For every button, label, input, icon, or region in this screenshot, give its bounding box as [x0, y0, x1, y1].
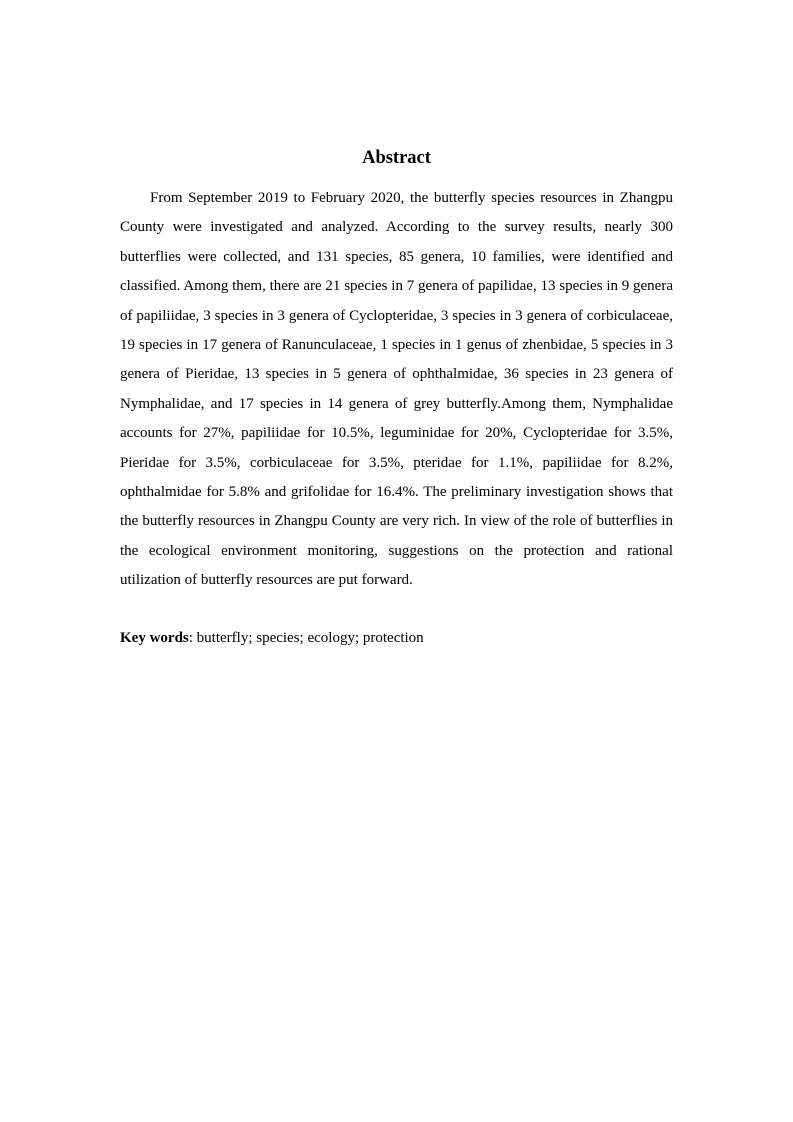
keywords-text: : butterfly; species; ecology; protection	[188, 630, 424, 646]
keywords-label: Key words	[120, 630, 189, 646]
keywords-line	[120, 624, 673, 653]
abstract-title: Abstract	[362, 148, 431, 168]
abstract-body: From September 2019 to February 2020, the butterfly species resources in Zhangpu County were investigated and analyzed. According to the survey results, nearly 300 butterflies were collected, and 131 species, 85 genera, 10 families, were identified and classified. Among them, there are 21 species in 7 genera of papilidae, 13 species in 9 genera of papiliidae, 3 species in 3 genera of Cyclopteridae, 3 species in 3 genera of corbiculaceae, 19 species in 17 genera of Ranunculaceae, 1 species in 1 genus of zhenbidae, 5 species in 3 genera of Pieridae, 13 species in 5 genera of ophthalmidae, 36 species in 23 genera of Nymphalidae, and 17 species in 14 genera of grey butterfly.Among them, Nymphalidae accounts for 27%, papiliidae for 10.5%, leguminidae for 20%, Cyclopteridae for 3.5%, Pieridae for 3.5%, corbiculaceae for 3.5%, pteridae for 1.1%, papiliidae for 8.2%, ophthalmidae for 5.8% and grifolidae for 16.4%. The preliminary investigation shows that the butterfly resources in Zhangpu County are very rich. In view of the role of butterflies in the ecological environment monitoring, suggestions on the protection and rational utilization of butterfly resources are put forward.	[120, 190, 673, 589]
